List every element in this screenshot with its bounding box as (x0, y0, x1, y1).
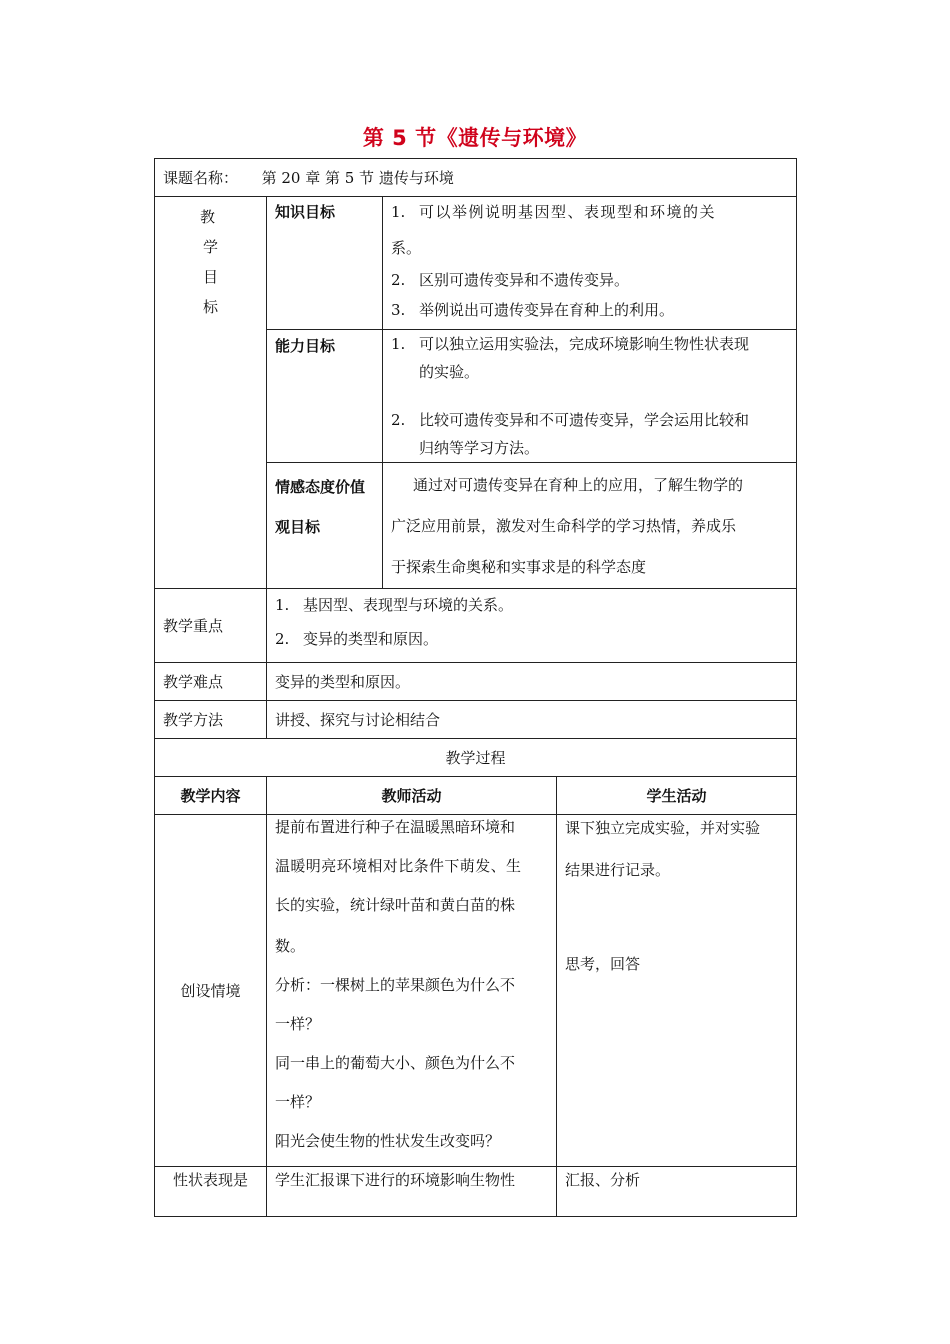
objectives-char-2: 学 (202, 238, 218, 256)
method-label: 教学方法 (155, 701, 267, 739)
course-label: 课题名称： (163, 169, 239, 187)
process-heading: 教学过程 (155, 739, 797, 777)
teacher-line: 温暖明亮环境相对比条件下萌发、生 (275, 857, 522, 875)
difficulty-label: 教学难点 (155, 663, 267, 701)
teacher-line: 分析：一棵树上的苹果颜色为什么不 (275, 976, 516, 994)
process-row-2-student (557, 1167, 797, 1217)
difficulty-value: 变异的类型和原因。 (267, 663, 797, 701)
col-header-teacher: 教师活动 (267, 777, 557, 815)
student-line: 思考，回答 (565, 955, 641, 973)
knowledge-item-1-text: 可以举例说明基因型、表现型和环境的关 (419, 203, 717, 221)
process-row-1-teacher (267, 815, 557, 1167)
teacher-line: 数。 (275, 937, 306, 955)
objectives-table (154, 158, 797, 739)
teacher-line: 学生汇报课下进行的环境影响生物性 (275, 1171, 516, 1189)
teacher-line: 长的实验，统计绿叶苗和黄白苗的株 (275, 896, 516, 914)
teacher-line: 提前布置进行种子在温暖黑暗环境和 (275, 818, 516, 836)
key-points-items (267, 589, 797, 663)
teacher-line: 一样？ (275, 1015, 321, 1033)
knowledge-item-1: 1. 可以举例说明基因型、表现型和环境的关 (391, 203, 717, 221)
knowledge-item-3: 3. 举例说出可遗传变异在育种上的利用。 (391, 301, 675, 319)
process-row-2-content: 性状表现是 (155, 1167, 267, 1217)
knowledge-item-1-cont: 系。 (391, 239, 422, 257)
student-line: 汇报、分析 (565, 1171, 641, 1189)
objectives-char-4: 标 (202, 298, 218, 316)
ability-item-2: 2. 比较可遗传变异和不可遗传变异，学会运用比较和 归纳等学习方法。 (391, 411, 750, 457)
col-header-student: 学生活动 (557, 777, 797, 815)
ability-item-1: 1. 可以独立运用实验法，完成环境影响生物性状表现 的实验。 (391, 335, 750, 381)
process-table (154, 738, 797, 1217)
course-title-row (155, 159, 797, 197)
knowledge-items (383, 197, 797, 330)
knowledge-label: 知识目标 (267, 197, 383, 330)
method-value: 讲授、探究与讨论相结合 (267, 701, 797, 739)
attitude-text: 通过对可遗传变异在育种上的应用，了解生物学的 广泛应用前景，激发对生命科学的学习热情，养成乐 于探索生命奥秘和实事求是的科学态度 (383, 463, 797, 589)
student-line: 课下独立完成实验，并对实验 (565, 819, 761, 837)
teacher-line: 同一串上的葡萄大小、颜色为什么不 (275, 1054, 516, 1072)
process-row-1-content: 创设情境 (155, 815, 267, 1167)
ability-items (383, 330, 797, 463)
student-line: 结果进行记录。 (565, 861, 671, 879)
key-point-2: 2. 变异的类型和原因。 (275, 630, 439, 648)
page-title: 第 5 节《遗传与环境》 (362, 126, 588, 150)
teacher-line: 阳光会使生物的性状发生改变吗？ (275, 1132, 501, 1150)
col-header-content: 教学内容 (155, 777, 267, 815)
objectives-section-label (155, 197, 267, 589)
course-value: 第 20 章 第 5 节 遗传与环境 (261, 169, 454, 187)
objectives-char-1: 教 (199, 208, 215, 226)
ability-label: 能力目标 (267, 330, 383, 463)
knowledge-item-2: 2. 区别可遗传变异和不遗传变异。 (391, 271, 630, 289)
process-row-2-teacher (267, 1167, 557, 1217)
lesson-plan-document (154, 158, 796, 1217)
key-points-label: 教学重点 (155, 589, 267, 663)
attitude-label: 情感态度价值 观目标 (267, 463, 383, 589)
objectives-char-3: 目 (202, 268, 218, 286)
teacher-line: 一样？ (275, 1093, 321, 1111)
process-row-1-student (557, 815, 797, 1167)
key-point-1: 1. 基因型、表现型与环境的关系。 (275, 596, 514, 614)
